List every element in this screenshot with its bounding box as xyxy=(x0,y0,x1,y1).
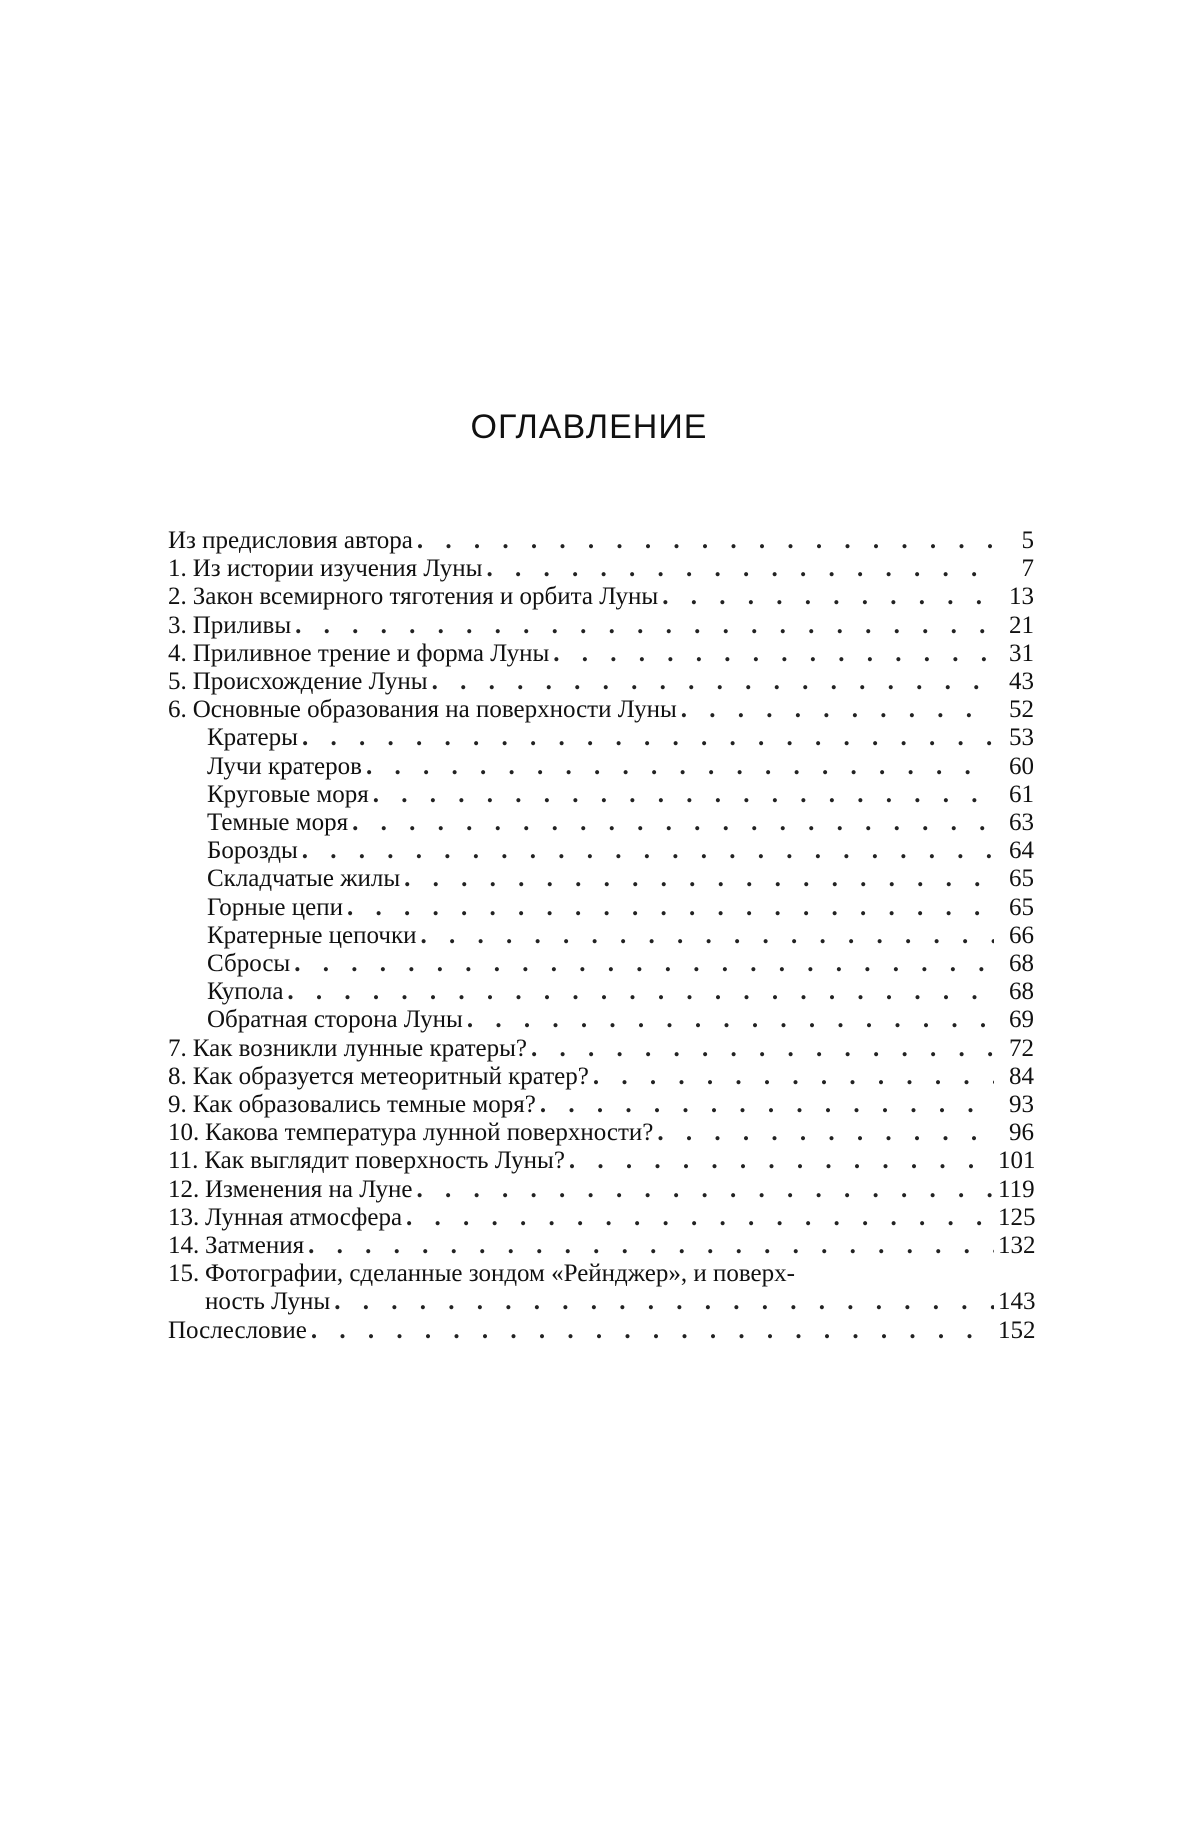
toc-entry-page: 7 xyxy=(1021,555,1034,583)
toc-entry-title: Приливное трение и форма Луны xyxy=(192,639,550,667)
toc-entry xyxy=(168,612,1034,640)
toc-entry-title: Как образуется метеоритный кратер? xyxy=(192,1062,589,1090)
toc-entry-title: Обратная сторона Луны xyxy=(207,1006,463,1034)
toc-entry-title: Из предисловия автора xyxy=(168,527,413,554)
dot-leader xyxy=(553,640,994,668)
toc-entry xyxy=(168,1035,1034,1063)
toc-entry-page: 13 xyxy=(1009,583,1034,611)
toc-entry xyxy=(168,1204,1034,1232)
toc-entry-title: Темные моря xyxy=(207,809,349,837)
dot-leader xyxy=(373,781,994,809)
dot-leader xyxy=(432,668,994,696)
table-of-contents xyxy=(168,527,1034,1345)
toc-entry-page: 65 xyxy=(1009,865,1034,893)
toc-entry-title: Лучи кратеров xyxy=(207,752,362,780)
toc-entry xyxy=(168,950,1034,978)
toc-entry-title: Кратерные цепочки xyxy=(207,921,417,949)
toc-entry-title: Сбросы xyxy=(207,950,291,978)
toc-entry-page: 21 xyxy=(1009,611,1034,639)
toc-entry-title: Затмения xyxy=(205,1232,305,1260)
toc-entry-page: 132 xyxy=(998,1232,1036,1260)
toc-entry-number: 1. xyxy=(168,555,187,583)
dot-leader xyxy=(569,1147,994,1175)
toc-entry-title: Фотографии, сделанные зондом «Рейнджер», и поверх- xyxy=(205,1260,795,1288)
toc-entry-page: 119 xyxy=(998,1175,1035,1203)
toc-entry-page: 93 xyxy=(1009,1091,1034,1119)
toc-entry xyxy=(168,696,1034,724)
toc-entry-page: 64 xyxy=(1009,837,1034,865)
toc-entry-number: 12. xyxy=(168,1175,200,1203)
toc-entry-page: 66 xyxy=(1009,921,1034,949)
dot-leader xyxy=(420,922,994,950)
dot-leader xyxy=(417,1176,994,1204)
toc-entry-number: 7. xyxy=(168,1034,187,1062)
toc-entry xyxy=(168,583,1034,611)
toc-entry xyxy=(168,865,1034,893)
dot-leader xyxy=(366,753,994,781)
toc-entry xyxy=(168,668,1034,696)
dot-leader xyxy=(531,1035,994,1063)
toc-entry-title: Из истории изучения Луны xyxy=(192,555,483,583)
toc-entry-title: Закон всемирного тяготения и орбита Луны xyxy=(192,583,659,611)
toc-entry xyxy=(168,978,1034,1006)
toc-entry-title: ность Луны xyxy=(205,1288,331,1316)
toc-entry xyxy=(168,555,1034,583)
toc-entry-title: Изменения на Луне xyxy=(205,1175,413,1203)
toc-entry xyxy=(168,837,1034,865)
toc-entry xyxy=(168,1176,1034,1204)
dot-leader xyxy=(311,1317,994,1345)
page-title: ОГЛАВЛЕНИЕ xyxy=(470,408,708,446)
toc-entry-page: 125 xyxy=(998,1203,1036,1231)
dot-leader xyxy=(467,1006,994,1034)
toc-entry-page: 84 xyxy=(1009,1062,1034,1090)
toc-entry-number: 15. xyxy=(168,1260,200,1288)
dot-leader xyxy=(404,865,994,893)
toc-entry-number: 9. xyxy=(168,1091,187,1119)
toc-entry-page: 68 xyxy=(1009,978,1034,1006)
toc-entry xyxy=(168,1063,1034,1091)
toc-entry-title: Как возникли лунные кратеры? xyxy=(192,1034,527,1062)
toc-entry-title: Лунная атмосфера xyxy=(205,1203,403,1231)
dot-leader xyxy=(593,1063,994,1091)
toc-entry-number: 5. xyxy=(168,668,187,696)
toc-entry-title: Приливы xyxy=(192,611,292,639)
toc-entry-page: 101 xyxy=(998,1147,1036,1175)
toc-entry-title: Борозды xyxy=(207,837,298,865)
toc-entry-page: 53 xyxy=(1009,724,1034,752)
dot-leader xyxy=(334,1288,994,1316)
toc-entry-page: 65 xyxy=(1009,893,1034,921)
toc-entry-continuation xyxy=(168,1288,1034,1316)
toc-entry-number: 8. xyxy=(168,1062,187,1090)
toc-entry xyxy=(168,753,1034,781)
toc-entry-number: 2. xyxy=(168,583,187,611)
toc-entry xyxy=(168,527,1034,555)
toc-entry-page: 43 xyxy=(1009,668,1034,696)
toc-entry xyxy=(168,922,1034,950)
toc-entry xyxy=(168,1119,1034,1147)
dot-leader xyxy=(540,1091,994,1119)
toc-entry-title: Как выглядит поверхность Луны? xyxy=(204,1147,565,1175)
toc-entry-number: 6. xyxy=(168,696,187,724)
dot-leader xyxy=(352,809,994,837)
toc-entry-page: 52 xyxy=(1009,696,1034,724)
toc-entry-number: 10. xyxy=(168,1119,200,1147)
toc-entry xyxy=(168,1006,1034,1034)
toc-entry-title: Складчатые жилы xyxy=(207,865,401,893)
toc-entry-page: 63 xyxy=(1009,809,1034,837)
dot-leader xyxy=(302,837,994,865)
toc-entry-page: 152 xyxy=(998,1316,1036,1344)
toc-entry-title: Горные цепи xyxy=(207,893,344,921)
toc-entry-title: Как образовались темные моря? xyxy=(192,1091,536,1119)
toc-entry-page: 96 xyxy=(1009,1119,1034,1147)
toc-entry-title: Послесловие xyxy=(168,1316,307,1344)
dot-leader xyxy=(662,583,994,611)
toc-entry-title: Основные образования на поверхности Луны xyxy=(192,696,677,724)
dot-leader xyxy=(681,696,994,724)
toc-entry-number: 3. xyxy=(168,611,187,639)
toc-entry-title: Происхождение Луны xyxy=(192,668,428,696)
dot-leader xyxy=(486,555,994,583)
toc-entry xyxy=(168,809,1034,837)
toc-entry xyxy=(168,1260,1034,1288)
toc-entry-page: 60 xyxy=(1009,752,1034,780)
toc-entry-title: Купола xyxy=(207,978,284,1006)
dot-leader xyxy=(302,724,994,752)
toc-entry-title: Кратеры xyxy=(207,724,298,752)
dot-leader xyxy=(417,527,994,555)
toc-entry-page: 31 xyxy=(1009,639,1034,667)
toc-entry xyxy=(168,1317,1034,1345)
toc-entry-page: 5 xyxy=(1021,527,1034,554)
dot-leader xyxy=(294,950,994,978)
toc-entry-page: 68 xyxy=(1009,950,1034,978)
toc-entry xyxy=(168,1232,1034,1260)
toc-entry-number: 4. xyxy=(168,639,187,667)
toc-entry-title: Круговые моря xyxy=(207,780,369,808)
toc-entry xyxy=(168,1147,1034,1175)
dot-leader xyxy=(406,1204,994,1232)
toc-entry xyxy=(168,894,1034,922)
toc-entry xyxy=(168,1091,1034,1119)
toc-entry-number: 14. xyxy=(168,1232,200,1260)
toc-entry xyxy=(168,781,1034,809)
dot-leader xyxy=(295,612,994,640)
dot-leader xyxy=(287,978,994,1006)
dot-leader xyxy=(347,894,994,922)
dot-leader xyxy=(308,1232,994,1260)
toc-entry-title: Какова температура лунной поверхности? xyxy=(205,1119,654,1147)
toc-entry-page: 72 xyxy=(1009,1034,1034,1062)
toc-entry xyxy=(168,640,1034,668)
toc-entry-page: 69 xyxy=(1009,1006,1034,1034)
toc-entry-page: 61 xyxy=(1009,780,1034,808)
toc-entry-number: 11. xyxy=(168,1147,199,1175)
toc-entry-number: 13. xyxy=(168,1203,200,1231)
dot-leader xyxy=(657,1119,994,1147)
toc-entry xyxy=(168,724,1034,752)
toc-entry-page: 143 xyxy=(998,1288,1036,1316)
